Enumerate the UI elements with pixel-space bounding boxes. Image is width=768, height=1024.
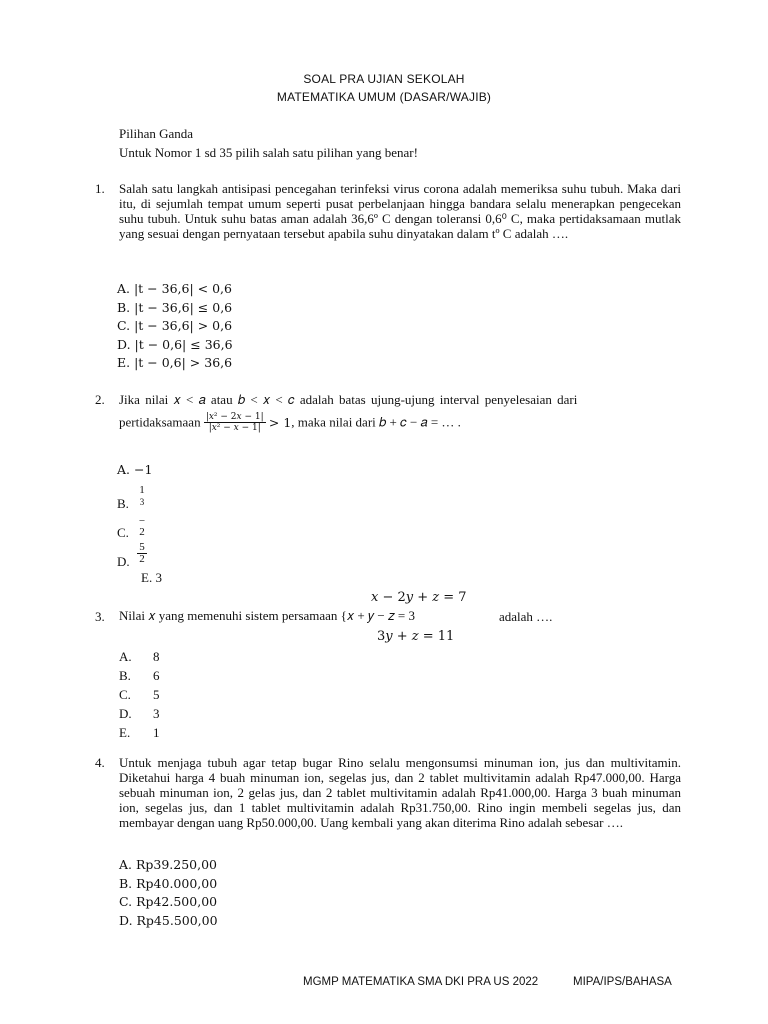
option-label: B. xyxy=(119,668,131,683)
option-value: 3 xyxy=(153,706,160,721)
question-2-option-c-label[interactable]: C. xyxy=(117,525,129,540)
footer-program: MIPA/IPS/BAHASA xyxy=(573,976,672,988)
option-c-numerator: − xyxy=(138,515,146,527)
question-2-gt: > 1 xyxy=(268,415,292,430)
question-3-option-c[interactable] xyxy=(119,685,160,704)
question-2-option-b-label[interactable]: B. xyxy=(117,496,129,511)
question-1-option-b[interactable]: B. |t − 36,6| ≤ 0,6 xyxy=(117,299,233,315)
fraction-numerator: |𝑥² − 2𝑥 − 1| xyxy=(205,412,264,422)
option-value: 6 xyxy=(153,668,160,683)
question-2-fraction xyxy=(204,412,266,433)
question-1-text: Salah satu langkah antisipasi pencegahan terinfeksi virus corona adalah memeriksa suhu tubuh. Maka dari itu, di sejumlah tempat umum seperti pusat perbelanjaan hingga bandara selalu menerapkan pengecekan suhu tubuh. Untuk suhu batas aman adalah 36,6º C dengan toleransi 0,6⁰ C, maka pertidaksamaan mutlak yang sesuai dengan pernyataan tersebut apabila suhu dinyatakan dalam tº C adalah …. xyxy=(119,181,681,241)
question-3-option-b[interactable] xyxy=(119,666,160,685)
question-3-option-a[interactable] xyxy=(119,647,160,666)
question-3-option-e[interactable] xyxy=(119,723,160,742)
question-1-number: 1. xyxy=(95,181,105,196)
question-2-option-c[interactable] xyxy=(137,516,147,538)
option-label: C. xyxy=(119,687,131,702)
question-2-option-d-label[interactable]: D. xyxy=(117,554,130,569)
question-3-number: 3. xyxy=(95,609,105,624)
question-3-tail: adalah …. xyxy=(499,609,553,624)
option-label: D. xyxy=(119,706,132,721)
question-2-option-d[interactable] xyxy=(137,542,147,565)
question-2-option-a[interactable]: A. −1 xyxy=(117,462,153,477)
question-4-option-a[interactable]: A. Rp39.250,00 xyxy=(119,857,218,872)
question-4-number: 4. xyxy=(95,755,105,770)
option-value: 8 xyxy=(153,649,160,664)
option-value: 1 xyxy=(153,725,160,740)
question-1-option-e[interactable]: E. |t − 0,6| > 36,6 xyxy=(117,355,233,370)
question-1-option-c[interactable]: C. |t − 36,6| > 0,6 xyxy=(117,318,233,333)
question-1-option-d[interactable]: D. |t − 0,6| ≤ 36,6 xyxy=(117,336,233,352)
question-2-line1: Jika nilai 𝑥 < 𝑎 atau 𝑏 < 𝑥 < 𝑐 adalah batas ujung-ujung interval penyelesaian dari xyxy=(119,392,578,407)
option-label: A. xyxy=(119,649,132,664)
option-b-numerator: 1 xyxy=(139,484,145,496)
question-4-option-c[interactable]: C. Rp42.500,00 xyxy=(119,894,218,909)
system-equation-3: 3𝑦 + 𝑧 = 11 xyxy=(377,629,455,644)
question-3-lead: Nilai 𝑥 yang memenuhi sistem persamaan {𝑥 + 𝑦 − 𝑧 = 3 xyxy=(119,608,416,623)
question-2-line2 xyxy=(119,412,461,433)
question-3-option-d[interactable] xyxy=(119,704,160,723)
question-1-options xyxy=(117,280,233,373)
option-b-denominator: 3 xyxy=(139,497,145,507)
fraction-denominator: |𝑥² − 𝑥 − 1| xyxy=(208,423,261,433)
question-4-text: Untuk menjaga tubuh agar tetap bugar Rino selalu mengonsumsi minuman ion, jus dan multivitamin. Diketahui harga 4 buah minuman ion, segelas jus, dan 2 tablet multivitamin adalah Rp47.000,00. Harga sebuah minuman ion, 2 gelas jus, dan 2 tablet multivitamin adalah Rp41.000,00. Harga 3 buah minuman ion, segelas jus, dan 1 tablet multivitamin adalah Rp31.750,00. Rino ingin membeli segelas jus, dan membayar dengan uang Rp50.000,00. Uang kembali yang akan diterima Rino adalah sebesar …. xyxy=(119,755,681,830)
option-value: 5 xyxy=(153,687,160,702)
question-2-option-b[interactable] xyxy=(137,484,147,508)
option-d-numerator: 5 xyxy=(137,542,147,554)
question-1-option-a[interactable]: A. |t − 36,6| < 0,6 xyxy=(117,281,232,296)
question-2-number: 2. xyxy=(95,392,105,407)
system-equation-1: 𝑥 − 2𝑦 + 𝑧 = 7 xyxy=(371,590,467,605)
doc-title: SOAL PRA UJIAN SEKOLAH xyxy=(303,72,465,86)
question-2-option-e[interactable]: E. 3 xyxy=(141,570,162,585)
question-4-option-d[interactable]: D. Rp45.500,00 xyxy=(119,912,218,928)
question-4-options xyxy=(119,856,218,930)
doc-subtitle: MATEMATIKA UMUM (DASAR/WAJIB) xyxy=(276,90,492,104)
option-d-denominator: 2 xyxy=(139,553,145,565)
option-c-denominator: 2 xyxy=(139,526,145,538)
option-label: E. xyxy=(119,725,131,740)
question-3-options xyxy=(119,647,160,742)
question-4-option-b[interactable]: B. Rp40.000,00 xyxy=(119,875,218,891)
question-2-prefix: pertidaksamaan xyxy=(119,414,201,430)
footer-text: MGMP MATEMATIKA SMA DKI PRA US 2022 xyxy=(303,976,539,988)
question-2-suffix: , maka nilai dari 𝑏 + 𝑐 − 𝑎 = … . xyxy=(291,414,461,430)
instructions: Untuk Nomor 1 sd 35 pilih salah satu pilihan yang benar! xyxy=(119,145,418,160)
section-heading: Pilihan Ganda xyxy=(119,126,194,141)
